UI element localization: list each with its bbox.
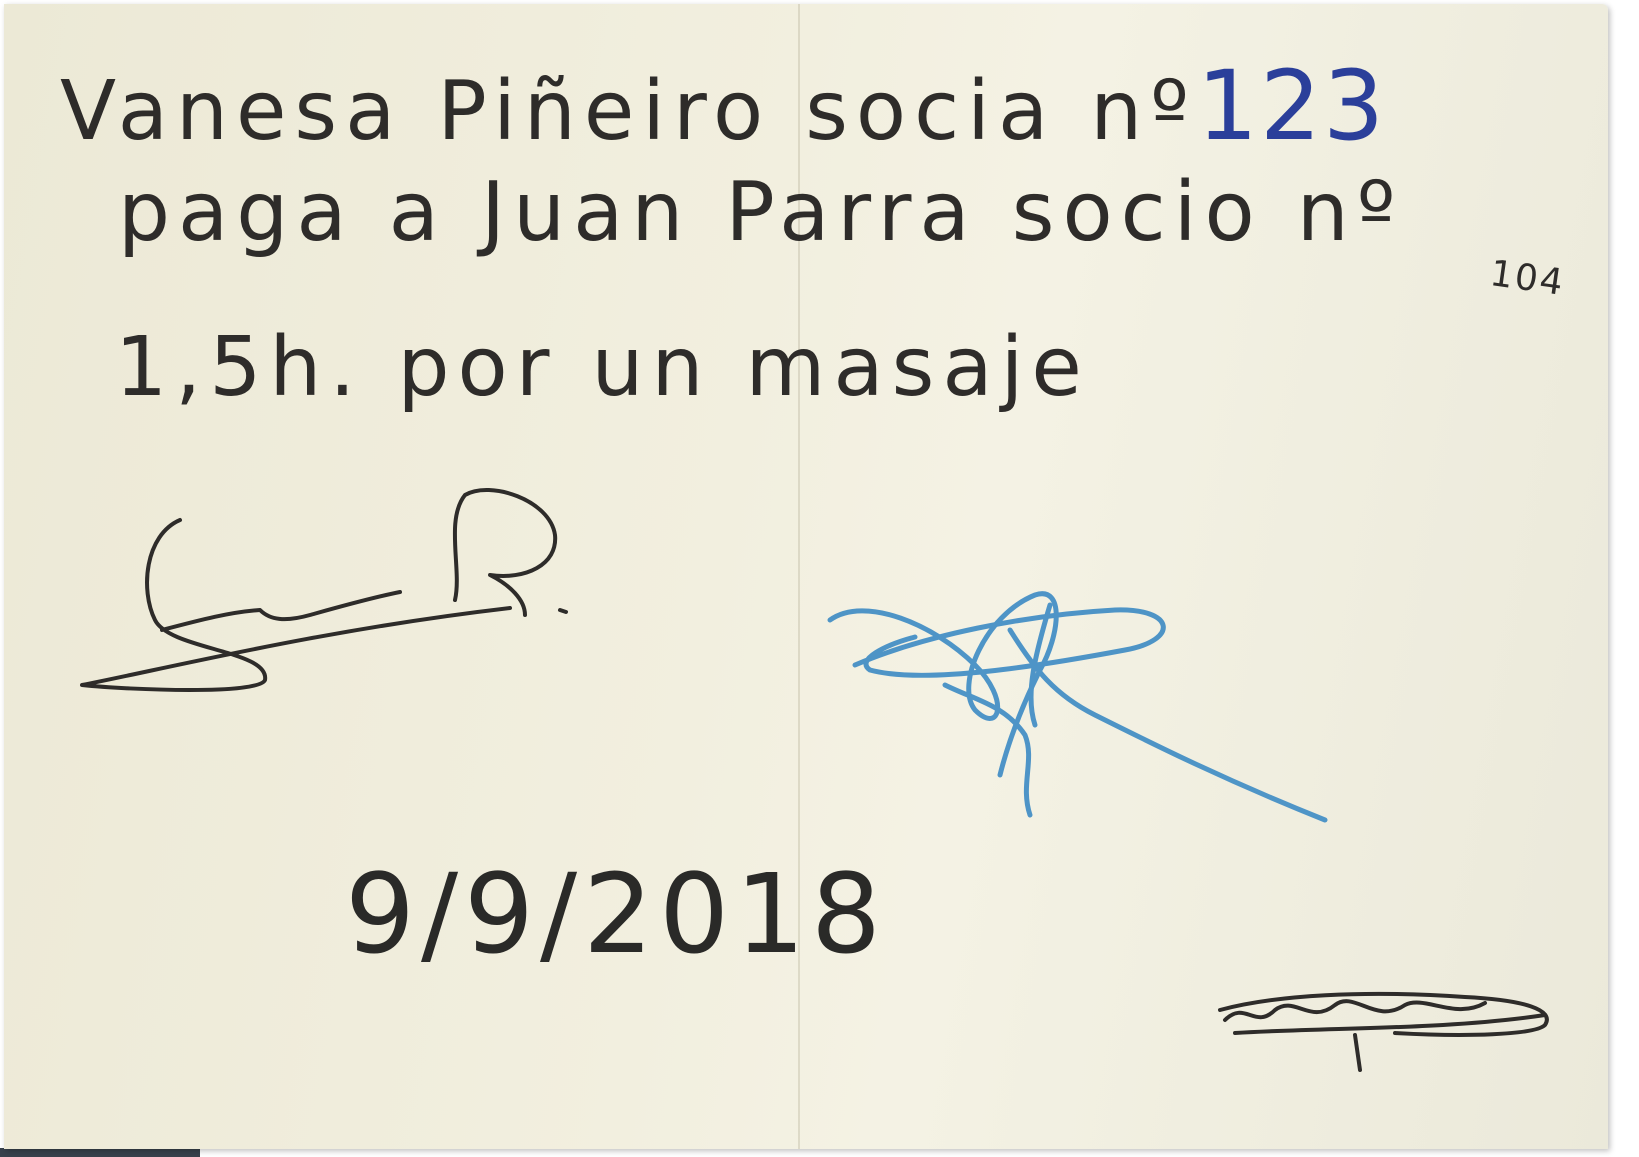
note-line-1-text: Vanesa Piñeiro socia nº [60,64,1197,159]
blue-ink-signature [825,575,1345,835]
note-line-3 [115,320,1090,415]
note-line-2-text: paga a Juan Parra socio nº [118,165,1404,260]
date: 9/9/2018 [345,850,888,978]
background-strip [0,1148,200,1157]
note-line-2 [118,165,1403,260]
scribbled-initials [1215,975,1575,1085]
note-line-1 [60,50,1386,162]
member-number-small: 104 [1487,253,1568,304]
pencil-signature [70,480,610,720]
note-line-3-text: 1,5h. por un masaje [115,320,1090,415]
member-number-blue: 123 [1196,50,1387,162]
